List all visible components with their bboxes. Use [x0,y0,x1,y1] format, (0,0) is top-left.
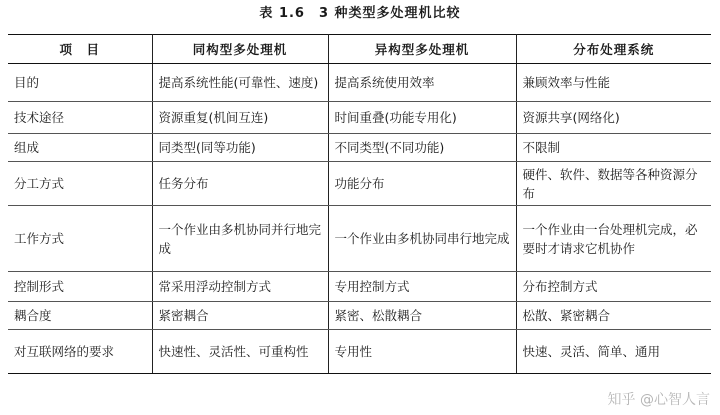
row-label: 对互联网络的要求 [8,330,152,374]
table-cell: 同类型(同等功能) [152,134,328,162]
watermark-text: 知乎 @心智人言 [607,392,710,408]
header-homogeneous: 同构型多处理机 [152,35,328,64]
table-row [8,102,711,134]
row-label: 工作方式 [8,206,152,272]
table-cell: 时间重叠(功能专用化) [328,102,516,134]
table-cell: 松散、紧密耦合 [516,302,711,330]
table-cell: 一个作业由多机协同并行地完成 [152,206,328,272]
table-cell: 提高系统使用效率 [328,64,516,102]
table-cell: 不限制 [516,134,711,162]
table-cell: 功能分布 [328,162,516,206]
header-item: 项 目 [8,35,152,64]
table-cell: 不同类型(不同功能) [328,134,516,162]
table-row [8,302,711,330]
table-cell: 紧密耦合 [152,302,328,330]
table-cell: 一个作业由多机协同串行地完成 [328,206,516,272]
table-cell: 专用性 [328,330,516,374]
table-row [8,134,711,162]
table-cell: 兼顾效率与性能 [516,64,711,102]
table-cell: 专用控制方式 [328,272,516,302]
table-cell: 任务分布 [152,162,328,206]
row-label: 耦合度 [8,302,152,330]
table-cell: 硬件、软件、数据等各种资源分布 [516,162,711,206]
table-cell: 资源重复(机间互连) [152,102,328,134]
table-cell: 资源共享(网络化) [516,102,711,134]
table-row [8,206,711,272]
table-row [8,272,711,302]
row-label: 技术途径 [8,102,152,134]
table-cell: 快速性、灵活性、可重构性 [152,330,328,374]
table-cell: 快速、灵活、简单、通用 [516,330,711,374]
row-label: 组成 [8,134,152,162]
header-row [8,35,711,64]
table-caption: 表 1.6 3 种类型多处理机比较 [259,6,461,21]
header-heterogeneous: 异构型多处理机 [328,35,516,64]
table-row [8,64,711,102]
table-cell: 常采用浮动控制方式 [152,272,328,302]
table-cell: 紧密、松散耦合 [328,302,516,330]
comparison-table [8,34,711,374]
row-label: 控制形式 [8,272,152,302]
header-distributed: 分布处理系统 [516,35,711,64]
table-cell: 一个作业由一台处理机完成，必要时才请求它机协作 [516,206,711,272]
table-row [8,162,711,206]
table-cell: 分布控制方式 [516,272,711,302]
table-cell: 提高系统性能(可靠性、速度) [152,64,328,102]
row-label: 分工方式 [8,162,152,206]
table-row [8,330,711,374]
row-label: 目的 [8,64,152,102]
